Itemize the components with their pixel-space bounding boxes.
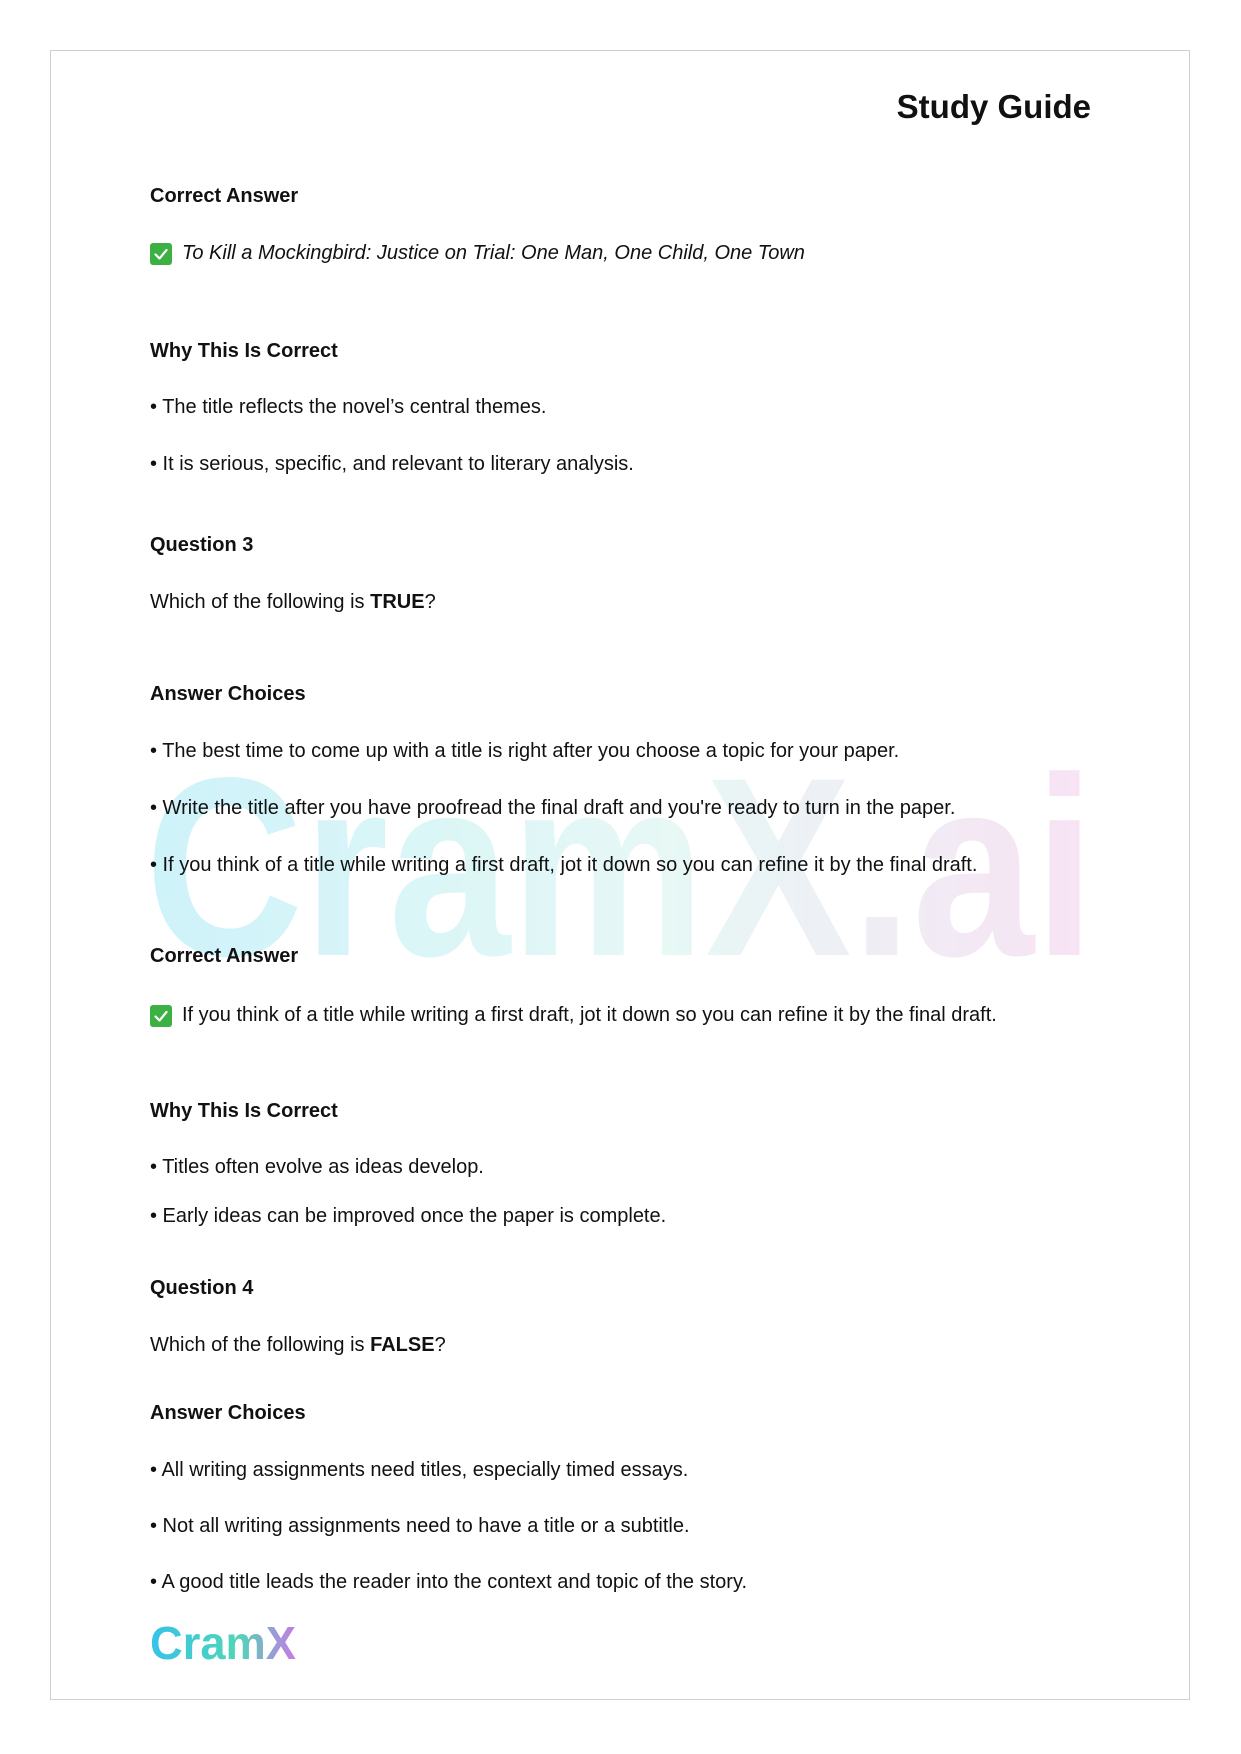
cramx-logo (150, 1617, 300, 1669)
answer-choices-heading: Answer Choices (150, 1402, 306, 1424)
answer-choice: • All writing assignments need titles, especially timed essays. (150, 1459, 689, 1481)
watermark-text: CramX.ai (145, 740, 1095, 1000)
question-3-prompt: Which of the following is TRUE? (150, 591, 436, 613)
question-3-heading: Question 3 (150, 534, 254, 556)
check-icon (150, 243, 172, 265)
correct-answer-heading: Correct Answer (150, 945, 299, 967)
answer-choice: • If you think of a title while writing a first draft, jot it down so you can refine it by the final draft. (150, 854, 978, 876)
correct-answer-row (150, 1004, 997, 1027)
prompt-keyword: FALSE (370, 1334, 435, 1356)
why-item: • Titles often evolve as ideas develop. (150, 1156, 484, 1178)
correct-answer-row (150, 242, 805, 265)
answer-choice: • Write the title after you have proofread the final draft and you're ready to turn in the paper. (150, 797, 956, 819)
logo-text: CramX (150, 1617, 297, 1669)
answer-choice: • A good title leads the reader into the context and topic of the story. (150, 1571, 748, 1593)
prompt-keyword: TRUE (370, 591, 425, 613)
why-item: • It is serious, specific, and relevant to literary analysis. (150, 453, 634, 475)
answer-choices-heading: Answer Choices (150, 683, 306, 705)
question-4-heading: Question 4 (150, 1277, 254, 1299)
check-icon (150, 1005, 172, 1027)
why-heading: Why This Is Correct (150, 340, 338, 362)
correct-answer-heading: Correct Answer (150, 185, 299, 207)
why-item: • Early ideas can be improved once the paper is complete. (150, 1205, 667, 1227)
question-4-prompt: Which of the following is FALSE? (150, 1334, 446, 1356)
correct-answer-text: To Kill a Mockingbird: Justice on Trial: One Man, One Child, One Town (182, 242, 805, 264)
correct-answer-text: If you think of a title while writing a first draft, jot it down so you can refine it by the final draft. (182, 1004, 997, 1026)
page-title: Study Guide (896, 88, 1091, 125)
why-heading: Why This Is Correct (150, 1100, 338, 1122)
answer-choice: • The best time to come up with a title is right after you choose a topic for your paper. (150, 740, 900, 762)
answer-choice: • Not all writing assignments need to have a title or a subtitle. (150, 1515, 690, 1537)
why-item: • The title reflects the novel’s central themes. (150, 396, 547, 418)
